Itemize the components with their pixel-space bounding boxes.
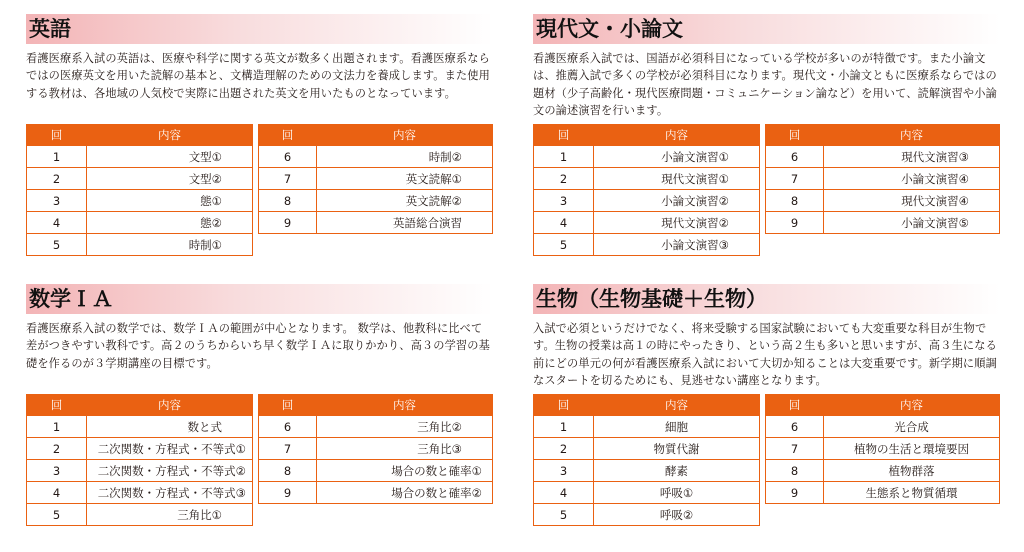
table-row	[534, 234, 760, 256]
row-no: 5	[27, 234, 87, 256]
row-no: 9	[766, 212, 824, 234]
table-row	[27, 190, 253, 212]
header-content: 内容	[594, 395, 760, 416]
row-content: 英語総合演習	[317, 212, 493, 234]
table-row	[534, 482, 760, 504]
row-no: 1	[534, 146, 594, 168]
row-content: 植物群落	[824, 460, 1000, 482]
table-row	[259, 212, 493, 234]
row-no: 3	[27, 190, 87, 212]
section-description: 看護医療系入試の数学では、数学ＩＡの範囲が中心となります。 数学は、他教科に比べて差がつきやすい教科です。高２のうちからいち早く数学ＩＡに取りかかり、高３の学習の基礎を作るのが３学期講座の目標です。	[26, 322, 490, 370]
section-description: 入試で必須というだけでなく、将来受験する国家試験においても大変重要な科目が生物です。生物の授業は高１の時にやったきり、という高２生も多いと思いますが、高３生になる前にどの単元の何が看護医療系入試において大切か知ることは大変重要です。新学期に順調なスタートを切るためにも、見逃せない講座となります。	[533, 322, 997, 388]
row-no: 1	[27, 146, 87, 168]
table-row	[534, 416, 760, 438]
table-row	[534, 212, 760, 234]
row-no: 4	[27, 212, 87, 234]
row-content: 現代文演習③	[824, 146, 1000, 168]
row-content: 生態系と物質循環	[824, 482, 1000, 504]
table-row	[534, 168, 760, 190]
table-row	[27, 504, 253, 526]
table-header-row	[259, 125, 493, 146]
header-no: 回	[27, 125, 87, 146]
row-content: 文型②	[87, 168, 253, 190]
row-no: 6	[259, 416, 317, 438]
section-title: 数学ＩＡ	[26, 284, 493, 314]
row-no: 4	[27, 482, 87, 504]
row-no: 3	[534, 190, 594, 212]
row-no: 8	[259, 460, 317, 482]
header-content: 内容	[824, 395, 1000, 416]
table-row	[27, 212, 253, 234]
row-content: 小論文演習④	[824, 168, 1000, 190]
table-row	[259, 190, 493, 212]
table-header-row	[766, 125, 1000, 146]
header-content: 内容	[317, 125, 493, 146]
row-no: 3	[534, 460, 594, 482]
table-row	[766, 146, 1000, 168]
table-row	[259, 146, 493, 168]
row-no: 4	[534, 212, 594, 234]
row-content: 細胞	[594, 416, 760, 438]
row-content: 英文読解②	[317, 190, 493, 212]
row-no: 9	[259, 212, 317, 234]
table-row	[534, 438, 760, 460]
row-content: 酵素	[594, 460, 760, 482]
table-row	[766, 460, 1000, 482]
table-row	[27, 168, 253, 190]
header-no: 回	[534, 125, 594, 146]
section-description: 看護医療系入試では、国語が必須科目になっている学校が多いのが特徴です。また小論文は、推薦入試で多くの学校が必須科目になります。現代文・小論文ともに医療系ならではの題材（少子高齢化・現代医療問題・コミュニケーション論など）を用いて、読解演習や小論文の論述演習を行います。	[533, 52, 997, 118]
schedule-table-right	[765, 124, 1000, 234]
row-no: 7	[766, 168, 824, 190]
table-header-row	[259, 395, 493, 416]
header-content: 内容	[87, 125, 253, 146]
table-row	[766, 168, 1000, 190]
row-content: 英文読解①	[317, 168, 493, 190]
header-content: 内容	[824, 125, 1000, 146]
table-row	[259, 460, 493, 482]
header-no: 回	[766, 395, 824, 416]
header-content: 内容	[317, 395, 493, 416]
section-math	[26, 284, 493, 372]
row-content: 文型①	[87, 146, 253, 168]
row-content: 呼吸②	[594, 504, 760, 526]
row-no: 8	[766, 460, 824, 482]
row-content: 物質代謝	[594, 438, 760, 460]
row-no: 7	[766, 438, 824, 460]
row-no: 2	[27, 438, 87, 460]
row-no: 4	[534, 482, 594, 504]
row-no: 2	[534, 438, 594, 460]
table-row	[534, 190, 760, 212]
row-content: 植物の生活と環境要因	[824, 438, 1000, 460]
header-no: 回	[27, 395, 87, 416]
table-row	[766, 190, 1000, 212]
row-no: 8	[766, 190, 824, 212]
header-content: 内容	[594, 125, 760, 146]
schedule-table-left	[26, 394, 253, 526]
schedule-table-right	[258, 124, 493, 234]
table-row	[259, 482, 493, 504]
row-no: 5	[534, 504, 594, 526]
table-header-row	[27, 125, 253, 146]
row-content: 二次関数・方程式・不等式③	[87, 482, 253, 504]
row-content: 小論文演習②	[594, 190, 760, 212]
row-content: 態①	[87, 190, 253, 212]
row-content: 現代文演習④	[824, 190, 1000, 212]
schedule-table-left	[533, 394, 760, 526]
row-content: 光合成	[824, 416, 1000, 438]
row-content: 現代文演習②	[594, 212, 760, 234]
table-header-row	[534, 125, 760, 146]
row-content: 三角比③	[317, 438, 493, 460]
row-no: 7	[259, 168, 317, 190]
row-content: 時制①	[87, 234, 253, 256]
row-no: 6	[766, 416, 824, 438]
row-no: 9	[766, 482, 824, 504]
row-content: 現代文演習①	[594, 168, 760, 190]
header-no: 回	[259, 125, 317, 146]
table-header-row	[766, 395, 1000, 416]
table-header-row	[27, 395, 253, 416]
schedule-table-left	[533, 124, 760, 256]
table-row	[259, 168, 493, 190]
table-row	[766, 416, 1000, 438]
table-row	[766, 438, 1000, 460]
row-content: 三角比②	[317, 416, 493, 438]
table-row	[766, 482, 1000, 504]
schedule-table-left	[26, 124, 253, 256]
row-no: 2	[27, 168, 87, 190]
row-no: 3	[27, 460, 87, 482]
row-content: 呼吸①	[594, 482, 760, 504]
row-content: 二次関数・方程式・不等式①	[87, 438, 253, 460]
schedule-english	[26, 124, 493, 274]
row-no: 9	[259, 482, 317, 504]
table-row	[27, 234, 253, 256]
table-row	[27, 438, 253, 460]
row-content: 小論文演習①	[594, 146, 760, 168]
row-no: 5	[27, 504, 87, 526]
row-content: 態②	[87, 212, 253, 234]
table-row	[27, 482, 253, 504]
row-content: 二次関数・方程式・不等式②	[87, 460, 253, 482]
table-row	[534, 504, 760, 526]
table-row	[27, 146, 253, 168]
row-content: 時制②	[317, 146, 493, 168]
section-title: 生物（生物基礎＋生物）	[533, 284, 1000, 314]
table-row	[259, 416, 493, 438]
section-title: 現代文・小論文	[533, 14, 1000, 44]
table-row	[534, 146, 760, 168]
section-title: 英語	[26, 14, 493, 44]
table-row	[259, 438, 493, 460]
schedule-biology	[533, 394, 1000, 544]
row-content: 数と式	[87, 416, 253, 438]
header-no: 回	[534, 395, 594, 416]
row-no: 6	[259, 146, 317, 168]
schedule-table-right	[765, 394, 1000, 504]
header-no: 回	[766, 125, 824, 146]
schedule-japanese-essay	[533, 124, 1000, 274]
row-content: 場合の数と確率①	[317, 460, 493, 482]
table-row	[766, 212, 1000, 234]
row-no: 2	[534, 168, 594, 190]
table-header-row	[534, 395, 760, 416]
row-content: 小論文演習⑤	[824, 212, 1000, 234]
row-no: 5	[534, 234, 594, 256]
section-description: 看護医療系入試の英語は、医療や科学に関する英文が数多く出題されます。看護医療系ならではの医療英文を用いた読解の基本と、文構造理解のための文法力を養成します。また使用する教材は、各地域の人気校で実際に出題された英文を用いたものとなっています。	[26, 52, 490, 100]
row-no: 8	[259, 190, 317, 212]
section-biology	[533, 284, 1000, 390]
schedule-math	[26, 394, 493, 544]
row-no: 6	[766, 146, 824, 168]
section-japanese-essay	[533, 14, 1000, 120]
row-no: 1	[27, 416, 87, 438]
header-content: 内容	[87, 395, 253, 416]
row-content: 場合の数と確率②	[317, 482, 493, 504]
schedule-table-right	[258, 394, 493, 504]
table-row	[534, 460, 760, 482]
row-no: 7	[259, 438, 317, 460]
table-row	[27, 416, 253, 438]
header-no: 回	[259, 395, 317, 416]
row-content: 三角比①	[87, 504, 253, 526]
table-row	[27, 460, 253, 482]
section-english	[26, 14, 493, 102]
row-content: 小論文演習③	[594, 234, 760, 256]
row-no: 1	[534, 416, 594, 438]
